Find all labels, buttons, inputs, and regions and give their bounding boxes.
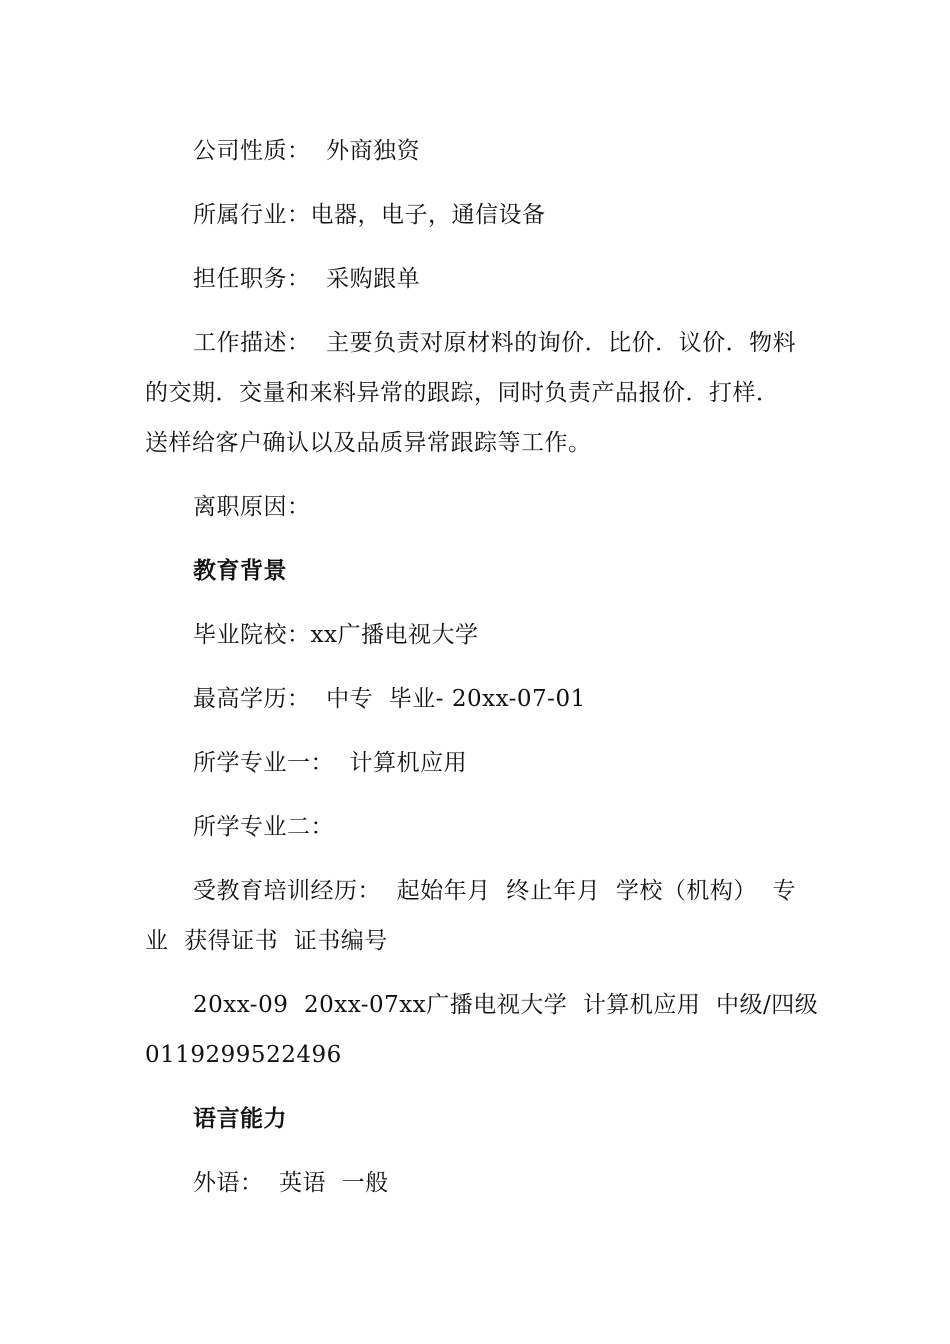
job-description-line-2: 的交期．交量和来料异常的跟踪，同时负责产品报价．打样．: [145, 380, 780, 406]
position-line: 担任职务： 采购跟单: [193, 266, 421, 292]
school-line: 毕业院校：xx广播电视大学: [193, 622, 479, 648]
language-heading: 语言能力: [193, 1105, 287, 1132]
degree-line: 最高学历： 中专 毕业- 20xx-07-01: [193, 686, 586, 712]
major-one-line: 所学专业一： 计算机应用: [193, 750, 468, 776]
training-header-line-2: 业 获得证书 证书编号: [145, 928, 388, 954]
education-heading: 教育背景: [193, 557, 287, 584]
company-type-line: 公司性质： 外商独资: [193, 138, 421, 164]
training-record-line-1: 20xx-09 20xx-07xx广播电视大学 计算机应用 中级/四级: [193, 992, 819, 1018]
job-description-line-3: 送样给客户确认以及品质异常跟踪等工作。: [145, 430, 592, 456]
training-record-line-2: 0119299522496: [145, 1042, 342, 1068]
foreign-language-line: 外语： 英语 一般: [193, 1170, 389, 1196]
training-header-line-1: 受教育培训经历： 起始年月 终止年月 学校（机构） 专: [193, 878, 796, 904]
leave-reason-line: 离职原因：: [193, 494, 311, 520]
job-description-line-1: 工作描述： 主要负责对原材料的询价．比价．议价．物料: [193, 330, 797, 356]
major-two-line: 所学专业二：: [193, 814, 334, 840]
industry-line: 所属行业：电器，电子，通信设备: [193, 202, 546, 228]
